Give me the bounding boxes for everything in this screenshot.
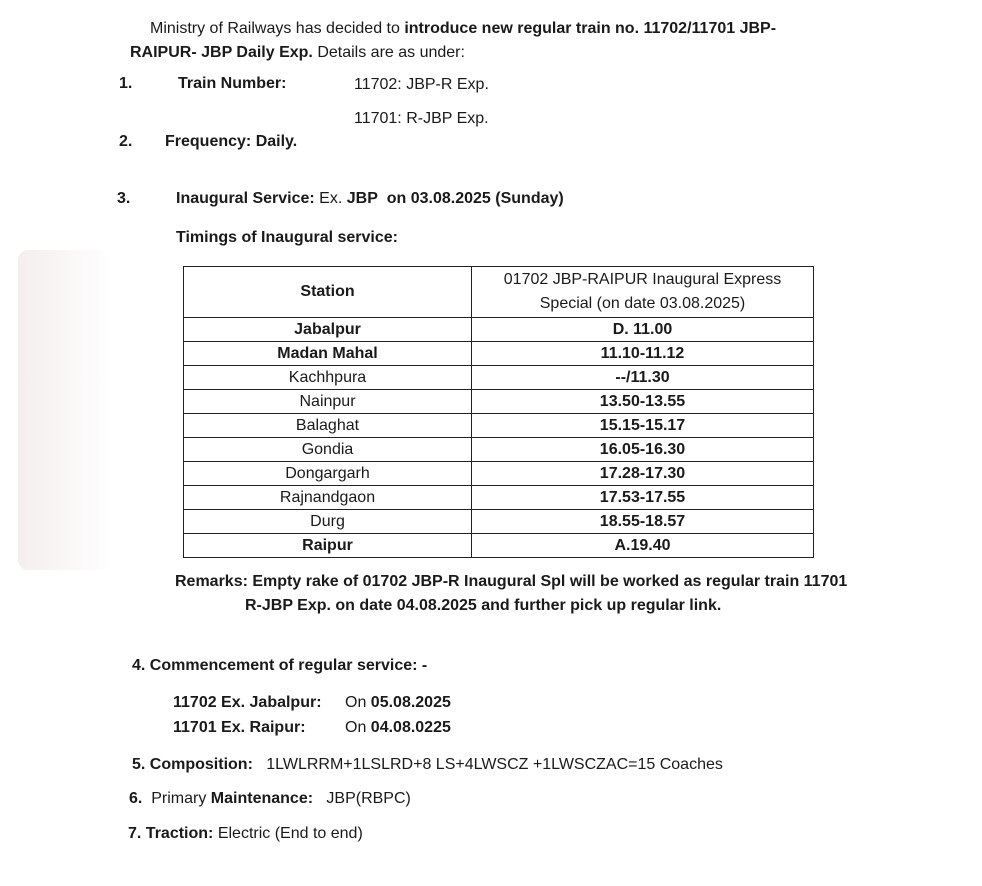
item6-maintenance bbox=[129, 790, 411, 808]
remarks-line2: R-JBP Exp. on date 04.08.2025 and further pick up regular link. bbox=[245, 597, 722, 614]
item2-frequency: Frequency: Daily. bbox=[165, 133, 298, 150]
train-11702: 11702: JBP-R Exp. bbox=[354, 76, 489, 93]
header-train-line2: Special (on date 03.08.2025) bbox=[539, 295, 746, 312]
item1-label: Train Number: bbox=[178, 75, 287, 92]
item2-number: 2. bbox=[119, 133, 133, 150]
station-cell: Dongargarh bbox=[184, 462, 472, 486]
intro-bold-line1: introduce new regular train no. 11702/11701 JBP- bbox=[404, 20, 777, 37]
item6-label2: Maintenance: bbox=[210, 790, 314, 807]
inaugural-date: on 03.08.2025 (Sunday) bbox=[386, 190, 564, 207]
item5-label: Composition: bbox=[149, 756, 253, 773]
time-cell: 18.55-18.57 bbox=[472, 510, 814, 534]
table-row bbox=[184, 366, 814, 390]
header-station bbox=[184, 267, 472, 318]
item4-row-11702 bbox=[173, 694, 451, 712]
item5-number: 5. bbox=[132, 756, 146, 773]
header-station-text: Station bbox=[300, 283, 355, 300]
table-row bbox=[184, 486, 814, 510]
item4-row-on: On bbox=[345, 694, 371, 711]
intro-bold-line2: RAIPUR- JBP Daily Exp. bbox=[130, 44, 313, 61]
item7-label: Traction: bbox=[145, 825, 214, 842]
station-cell: Nainpur bbox=[184, 390, 472, 414]
item6-number: 6. bbox=[129, 790, 143, 807]
table-row bbox=[184, 342, 814, 366]
station-cell: Rajnandgaon bbox=[184, 486, 472, 510]
inaugural-label: Inaugural Service: bbox=[176, 190, 315, 207]
table-row bbox=[184, 438, 814, 462]
time-cell: A.19.40 bbox=[472, 534, 814, 558]
timings-table bbox=[183, 266, 814, 558]
item5-value: 1LWLRRM+1LSLRD+8 LS+4LWSCZ +1LWSCZAC=15 Coaches bbox=[266, 756, 723, 773]
scan-smudge bbox=[18, 250, 113, 570]
intro-prefix: Ministry of Railways has decided to bbox=[150, 20, 405, 37]
remarks-line1: Remarks: Empty rake of 01702 JBP-R Inaugural Spl will be worked as regular train 11701 bbox=[175, 573, 848, 590]
item3-number: 3. bbox=[117, 190, 131, 207]
item4-title: 4. Commencement of regular service: - bbox=[132, 657, 428, 674]
intro-suffix: Details are as under: bbox=[312, 44, 465, 61]
table-row bbox=[184, 318, 814, 342]
time-cell: 13.50-13.55 bbox=[472, 390, 814, 414]
train-11701: 11701: R-JBP Exp. bbox=[354, 110, 489, 127]
remarks bbox=[175, 570, 847, 618]
header-train bbox=[472, 267, 814, 318]
table-row bbox=[184, 510, 814, 534]
station-cell: Gondia bbox=[184, 438, 472, 462]
station-cell: Jabalpur bbox=[184, 318, 472, 342]
item4-row-date: 05.08.2025 bbox=[370, 694, 451, 711]
item6-value: JBP(RBPC) bbox=[326, 790, 411, 807]
table-row bbox=[184, 462, 814, 486]
station-cell: Durg bbox=[184, 510, 472, 534]
table-row bbox=[184, 390, 814, 414]
inaugural-ex: Ex. bbox=[314, 190, 347, 207]
time-cell: 16.05-16.30 bbox=[472, 438, 814, 462]
time-cell: D. 11.00 bbox=[472, 318, 814, 342]
inaugural-station: JBP bbox=[346, 190, 378, 207]
time-cell: 11.10-11.12 bbox=[472, 342, 814, 366]
table-header-row bbox=[184, 267, 814, 318]
item7-traction bbox=[128, 825, 363, 843]
inaugural-service-line bbox=[176, 190, 564, 208]
item7-number: 7. bbox=[128, 825, 142, 842]
time-cell: 17.28-17.30 bbox=[472, 462, 814, 486]
time-cell: 17.53-17.55 bbox=[472, 486, 814, 510]
station-cell: Madan Mahal bbox=[184, 342, 472, 366]
table-row bbox=[184, 534, 814, 558]
station-cell: Balaghat bbox=[184, 414, 472, 438]
station-cell: Raipur bbox=[184, 534, 472, 558]
item4-row-date: 04.08.0225 bbox=[370, 719, 451, 736]
intro-paragraph bbox=[130, 17, 890, 65]
timings-heading: Timings of Inaugural service: bbox=[176, 229, 398, 246]
item4-row-label: 11702 Ex. Jabalpur: bbox=[173, 694, 322, 711]
time-cell: 15.15-15.17 bbox=[472, 414, 814, 438]
table-row bbox=[184, 414, 814, 438]
header-train-line1: 01702 JBP-RAIPUR Inaugural Express bbox=[503, 271, 782, 288]
item7-value: Electric (End to end) bbox=[217, 825, 363, 842]
item5-composition bbox=[132, 756, 723, 774]
station-cell: Kachhpura bbox=[184, 366, 472, 390]
time-cell: --/11.30 bbox=[472, 366, 814, 390]
item1-number: 1. bbox=[119, 75, 133, 92]
item6-label1: Primary bbox=[151, 790, 211, 807]
item4-row-11701 bbox=[173, 719, 451, 737]
item4-row-label: 11701 Ex. Raipur: bbox=[173, 719, 306, 736]
item4-row-on: On bbox=[345, 719, 371, 736]
